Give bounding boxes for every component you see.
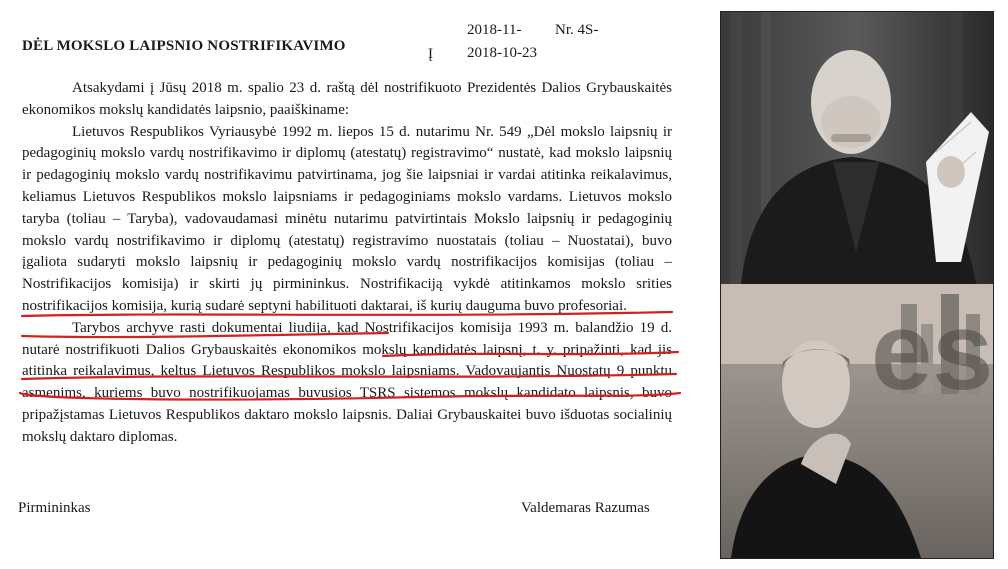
paragraph-3: Tarybos archyve rasti dokumentai liudija, kad Nostrifikacijos komisija 1993 m. balandžio 19 d. nutarė nostrifikuoti Dalios Grybauskaitės ekonomikos mokslų kandidatės laipsnį, t. y. pripažinti, kad jis atitinka reikalavimus, keltus Lietuvos Respublikos mokslo laipsniams. Vadovaujantis Nuostatų 9 punktu asmenims, kuriems buvo nostrifikuojamas buvusios TSRS sistemos mokslų kandidato laipsnis, buvo pripažįstamas Lietuvos Respublikos daktaro mokslo laipsnis. Daliai Grybauskaitei buvo išduotas socialinių mokslų daktaro diplomas. [22, 319, 672, 445]
photo-collage [720, 11, 994, 559]
reference-mark: Į [428, 46, 433, 62]
man-with-paper-photo [721, 12, 993, 284]
document-number: Nr. 4S- [555, 22, 599, 38]
date-line-2: 2018-10-23 [467, 45, 537, 61]
date-line-1: 2018-11- [467, 22, 522, 38]
man-thinking-photo [721, 284, 993, 558]
signature-name: Valdemaras Razumas [521, 500, 650, 516]
paragraph-1: Atsakydami į Jūsų 2018 m. spalio 23 d. raštą dėl nostrifikuoto Prezidentės Dalios Grybauskaitės ekonomikos mokslų kandidatės laipsnio, paaiškiname: [22, 80, 672, 118]
paragraph-2: Lietuvos Respublikos Vyriausybė 1992 m. liepos 15 d. nutarimu Nr. 549 „Dėl mokslo laipsnių ir pedagoginių mokslo vardų nostrifikavimo ir diplomų (atestatų) registravimo“ nustatė, kad mokslo laipsnių ir pedagoginių mokslo vardų nostrifikavimu patvirtinama, jog šie laipsniai ir vardai atitinka reikalavimus, keliamus Lietuvos Respublikos mokslo laipsniams ir pedagoginiams mokslo vardams. Lietuvos mokslo taryba (toliau – Taryba), vadovaudamasi minėtu nutarimu patvirtintais Mokslo laipsnių ir pedagoginių mokslo vardų nostrifikavimo ir diplomų (atestatų) registravimo nuostatais (toliau – Nuostatai), buvo įgaliota sudaryti mokslo laipsnių ir pedagoginių mokslo vardų nostrifikacijos komisijas (toliau – Nostrifikacijos komisija) ir skirti jų pirmininkus. Nostrifikaciją vykdė atitinkamos mokslo srities nostrifikacijos komisija, kurią sudarė septyni habilituoti daktarai, iš kurių dauguma buvo profesoriai. [22, 123, 672, 314]
svg-text:es: es [871, 290, 993, 413]
signature-role: Pirmininkas [18, 500, 91, 516]
document-body [22, 78, 672, 449]
document-title: DĖL MOKSLO LAIPSNIO NOSTRIFIKAVIMO [22, 38, 346, 54]
